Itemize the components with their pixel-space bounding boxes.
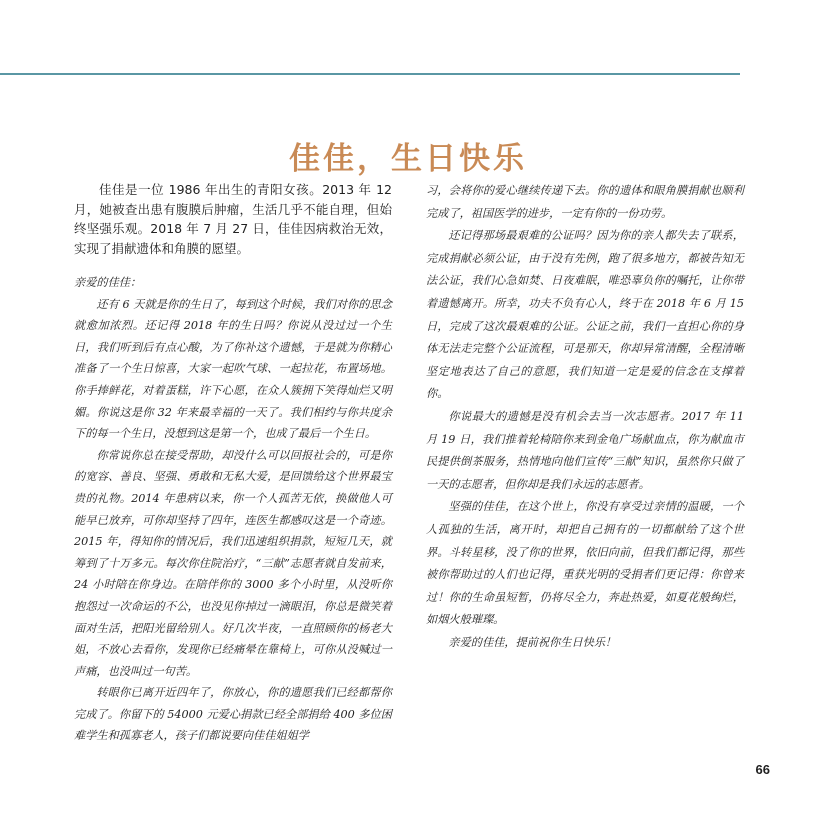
- left-column: [74, 180, 392, 747]
- letter-paragraph: 还有 6 天就是你的生日了，每到这个时候，我们对你的思念就愈加浓烈。还记得 2018 年的生日吗？你说从没过过一个生日，我们听到后有点心酸，为了你补这个遗憾，于是就为你精心准备了一个生日惊喜，大家一起吹气球、一起拉花，布置场地。你手捧鲜花，对着蛋糕，许下心愿，在众人簇拥下笑得灿烂又明媚。你说这是你 32 年来最幸福的一天了。我们相约与你共度余下的每一个生日，没想到这是第一个，也成了最后一个生日。: [74, 297, 392, 441]
- top-divider-line: [0, 73, 740, 75]
- letter-paragraph: 转眼你已离开近四年了，你放心，你的遗愿我们已经都帮你完成了。你留下的 54000 元爱心捐款已经全部捐给 400 多位困难学生和孤寡老人，孩子们都说要向佳佳姐姐学: [74, 686, 392, 743]
- letter-paragraph: 坚强的佳佳，在这个世上，你没有享受过亲情的温暖，一个人孤独的生活，离开时，却把自己拥有的一切都献给了这个世界。斗转星移，没了你的世界，依旧向前，但我们都记得，那些被你帮助过的人们也记得，重获光明的受捐者们更记得：你曾来过！你的生命虽短暂，仍将尽全力，奔赴热爱，如夏花般绚烂，如烟火般璀璨。: [426, 500, 744, 627]
- article-title: 佳佳，生日快乐: [289, 140, 527, 177]
- intro-paragraph: 佳佳是一位 1986 年出生的青阳女孩。2013 年 12 月，她被查出患有腹膜后肿瘤，生活几乎不能自理，但始终坚强乐观。2018 年 7 月 27 日，佳佳因病救治无效，实现了捐献遗体和角膜的愿望。: [74, 182, 392, 256]
- page-number: 66: [755, 762, 770, 777]
- letter-paragraph: 你常说你总在接受帮助，却没什么可以回报社会的，可是你的宽容、善良、坚强、勇敢和无私大爱，是回馈给这个世界最宝贵的礼物。2014 年患病以来，你一个人孤苦无依，换做他人可能早已放弃，可你却坚持了四年，连医生都感叹这是一个奇迹。2015 年，得知你的情况后，我们迅速组织捐款，短短几天，就筹到了十万多元。每次你住院治疗，“三献”志愿者就自发前来，24 小时陪在你身边。在陪伴你的 3000 多个小时里，从没听你抱怨过一次命运的不公，也没见你掉过一滴眼泪，你总是微笑着面对生活，把阳光留给别人。好几次半夜，一直照顾你的杨老大姐，不放心去看你，发现你已经痛晕在靠椅上，可你从没喊过一声痛，也没叫过一句苦。: [74, 448, 392, 678]
- letter-paragraph: 你说最大的遗憾是没有机会去当一次志愿者。2017 年 11 月 19 日，我们推着轮椅陪你来到金龟广场献血点，你为献血市民提供倒茶服务，热情地向他们宣传“三献”知识，虽然你只做了一天的志愿者，但你却是我们永远的志愿者。: [426, 409, 744, 491]
- letter-paragraph: 还记得那场最艰难的公证吗？因为你的亲人都失去了联系，完成捐献必须公证，由于没有先例，跑了很多地方，都被告知无法公证，我们心急如焚、日夜难眠，唯恐辜负你的嘱托，让你带着遗憾离开。所幸，功夫不负有心人，终于在 2018 年 6 月 15 日，完成了这次最艰难的公证。公证之前，我们一直担心你的身体无法走完整个公证流程，可是那天，你却异常清醒，全程清晰坚定地表达了自己的意愿，我们知道一定是爱的信念在支撑着你。: [426, 229, 744, 401]
- letter-body-right: [426, 180, 744, 654]
- letter-paragraph-continuation: 习，会将你的爱心继续传递下去。你的遗体和眼角膜捐献也顺利完成了，祖国医学的进步，一定有你的一份功劳。: [426, 184, 744, 220]
- letter-greeting: 亲爱的佳佳：: [74, 276, 142, 289]
- letter-body-left: [74, 272, 392, 747]
- right-column: [426, 180, 744, 654]
- letter-closing: 亲爱的佳佳，提前祝你生日快乐！: [448, 635, 617, 649]
